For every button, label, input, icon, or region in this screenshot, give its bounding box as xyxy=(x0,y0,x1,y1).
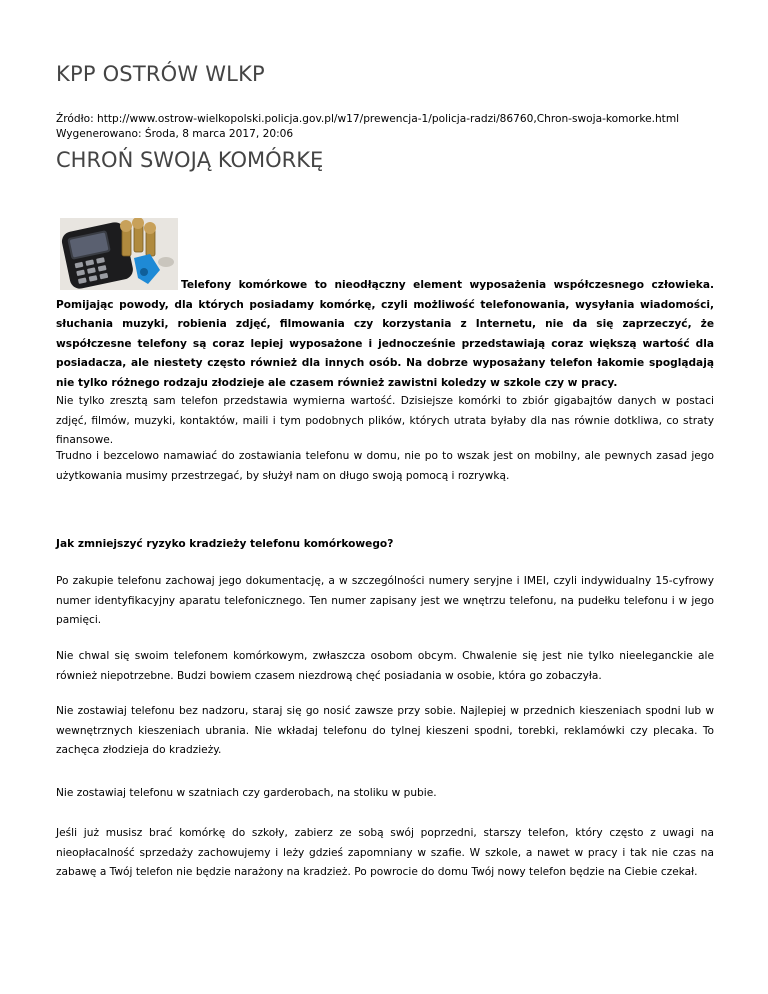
generated-line: Wygenerowano: Środa, 8 marca 2017, 20:06 xyxy=(56,128,294,140)
article-title: CHROŃ SWOJĄ KOMÓRKĘ xyxy=(56,148,324,172)
article-lead: Telefony komórkowe to nieodłączny element wyposażenia współczesnego człowieka. Pomijając powody, dla których posiadamy komórkę, czyli możliwość telefonowania, wysyłania wiadomości, słuchania muzyki, robienia zdjęć, filmowania czy korzystania z Internetu, nie da się zaprzeczyć, że współczesne telefony są coraz lepiej wyposażone i jednocześnie przedstawiają coraz większą wartość dla posiadacza, ale niestety często również dla innych osób. Na dobrze wyposażany telefon łakomie spoglądają nie tylko różnego rodzaju złodzieje ale czasem również zawistni koledzy w szkole czy w pracy. xyxy=(56,279,714,389)
tip-dont-brag: Nie chwal się swoim telefonem komórkowym, zwłaszcza osobom obcym. Chwalenie się jest nie tylko nieeleganckie ale również niepotrzebne. Budzi bowiem czasem niezdrową chęć posiadania w osobie, która go zobaczyła. xyxy=(56,650,714,682)
site-title: KPP OSTRÓW WLKP xyxy=(56,62,265,86)
tip-old-phone: Jeśli już musisz brać komórkę do szkoły, zabierz ze sobą swój poprzedni, starszy telefon, który często z uwagi na nieopłacalność sprzedaży zachowujemy i leży gdzieś zapomniany w szafie. W szkole, a nawet w pracy i tak nie czas na zabawę a Twój telefon nie będzie narażony na kradzież. Po powrocie do domu Twój nowy telefon będzie na Ciebie czekał. xyxy=(56,827,714,878)
tip-supervision: Nie zostawiaj telefonu bez nadzoru, staraj się go nosić zawsze przy sobie. Najlepiej w przednich kieszeniach spodni lub w wewnętrznych kieszeniach ubrania. Nie wkładaj telefonu do tylnej kieszeni spodni, torebki, reklamówki czy plecaka. To zachęca złodzieja do kradzieży. xyxy=(56,705,714,756)
document-meta xyxy=(56,112,679,142)
paragraph-mobile: Trudno i bezcelowo namawiać do zostawiania telefonu w domu, nie po to wszak jest on mobilny, ale pewnych zasad jego użytkowania musimy przestrzegać, by służył nam on długo swoją pomocą i rozrywką. xyxy=(56,450,714,482)
paragraph-value: Nie tylko zresztą sam telefon przedstawia wymierna wartość. Dzisiejsze komórki to zbiór gigabajtów danych w postaci zdjęć, filmów, muzyki, kontaktów, maili i tym podobnych plików, których utrata byłaby dla nas równie dotkliwa, co straty finansowe. xyxy=(56,395,714,446)
tip-documentation: Po zakupie telefonu zachowaj jego dokumentację, a w szczególności numery seryjne i IMEI, czyli indywidualny 15-cyfrowy numer identyfikacyjny aparatu telefonicznego. Ten numer zapisany jest we wnętrzu telefonu, na pudełku telefonu i w jego pamięci. xyxy=(56,575,714,626)
source-line[interactable]: Źródło: http://www.ostrow-wielkopolski.policja.gov.pl/w17/prewencja-1/policja-radzi/86760,Chron-swoja-komorke.html xyxy=(56,113,680,125)
section-heading: Jak zmniejszyć ryzyko kradzieży telefonu komórkowego? xyxy=(56,538,394,550)
tip-cloakroom: Nie zostawiaj telefonu w szatniach czy garderobach, na stoliku w pubie. xyxy=(56,787,437,799)
